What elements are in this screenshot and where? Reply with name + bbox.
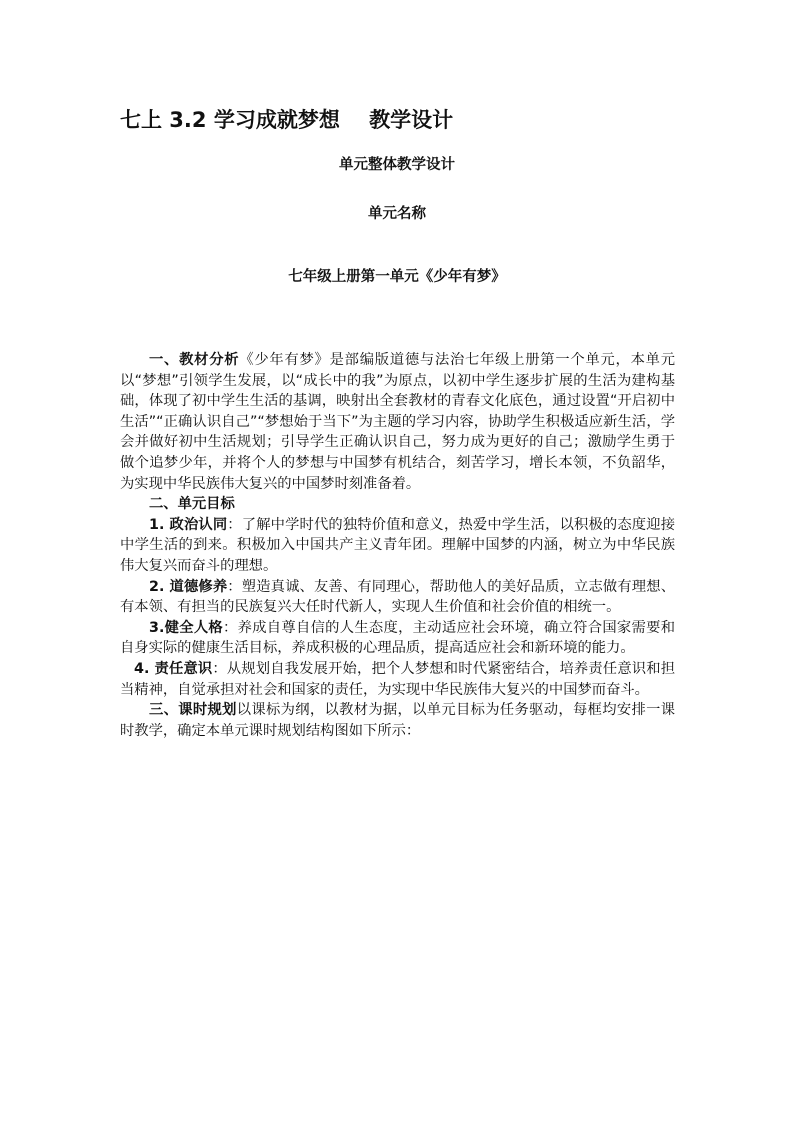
goal-label: 4. 责任意识	[134, 660, 213, 677]
goal-text: ：了解中学时代的独特价值和意义，热爱中学生活，以积极的态度迎接中学生活的到来。积极加入中国共产主义青年团。理解中国梦的内涵，树立为中华民族伟大复兴而奋斗的理想。	[120, 516, 675, 574]
unit-name: 七年级上册第一单元《少年有梦》	[288, 269, 506, 285]
goal-label: 1. 政治认同	[149, 516, 228, 533]
document-title: 七上 3.2 学习成就梦想 教学设计	[120, 108, 454, 132]
section-unit-goals-heading: 二、单元目标	[149, 496, 235, 513]
section-textbook-analysis	[120, 350, 675, 494]
goal-item	[120, 515, 675, 577]
goal-label: 2. 道德修养	[149, 578, 228, 595]
section-text: 以课标为纲，以教材为据，以单元目标为任务驱动，每框均安排一课时教学，确定本单元课时规划结构图如下所示：	[120, 702, 676, 739]
unit-name-label: 单元名称	[368, 206, 426, 222]
section-heading: 一、教材分析	[149, 352, 240, 368]
goal-item	[120, 659, 675, 700]
section-heading: 三、课时规划	[149, 702, 237, 719]
goal-item	[120, 577, 675, 618]
goal-item	[120, 618, 675, 659]
goal-text: ：塑造真诚、友善、有同理心，帮助他人的美好品质，立志做有理想、有本领、有担当的民族复兴大任时代新人，实现人生价值和社会价值的相统一。	[120, 578, 675, 616]
goal-label: 3.健全人格	[149, 619, 224, 636]
document-subtitle: 单元整体教学设计	[339, 157, 455, 173]
goal-text: ：养成自尊自信的人生态度，主动适应社会环境，确立符合国家需要和自身实际的健康生活目标，养成积极的心理品质，提高适应社会和新环境的能力。	[120, 619, 675, 657]
goal-text: ：从规划自我发展开始，把个人梦想和时代紧密结合，培养责任意识和担当精神，自觉承担对社会和国家的责任，为实现中华民族伟大复兴的中国梦而奋斗。	[120, 660, 675, 698]
section-lesson-planning	[120, 700, 675, 741]
document-body	[120, 350, 675, 741]
section-text: 《少年有梦》是部编版道德与法治七年级上册第一个单元，本单元以“梦想”引领学生发展，以“成长中的我”为原点，以初中学生逐步扩展的生活为建构基础，体现了初中学生生活的基调，映射出全套教材的青春文化底色，通过设置“开启初中生活”“正确认识自己”“梦想始于当下”为主题的学习内容，协助学生积极适应新生活，学会并做好初中生活规划；引导学生正确认识自己，努力成为更好的自己；激励学生勇于做个追梦少年，并将个人的梦想与中国梦有机结合，刻苦学习，增长本领，不负韶华，为实现中华民族伟大复兴的中国梦时刻准备着。	[120, 352, 676, 492]
